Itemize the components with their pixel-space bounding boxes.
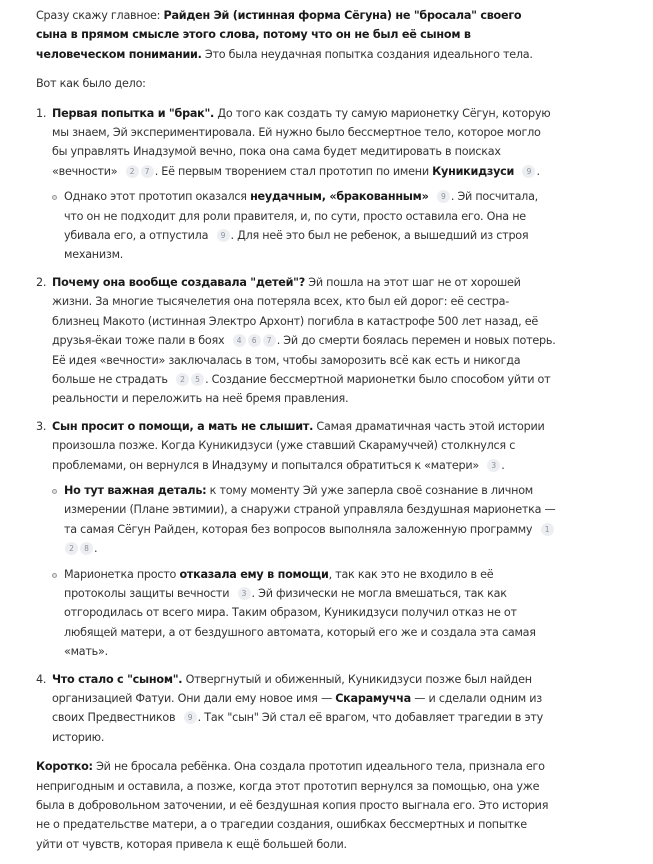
item-text: Эй пошла на этот шаг не от хорошей жизни. За многие тысячелетия она потеряла всех, кто был ей дорог: её сестра-близнец Макото (истинная Электро Архонт) погибла в катастрофе 500 лет назад, её друзья-ёкаи тоже пали в боях [52, 275, 538, 348]
list-number: 4. [36, 672, 47, 686]
citation-group [125, 165, 155, 178]
bullet-bold: неудачным, «бракованным» [250, 190, 429, 204]
summary-label: Коротко: [36, 760, 93, 774]
citation-badge[interactable]: 2 [176, 373, 189, 386]
citation-badge[interactable]: 5 [191, 373, 204, 386]
citation-badge[interactable]: 9 [522, 165, 535, 178]
list-number: 1. [36, 106, 47, 120]
bullet-item [52, 565, 556, 662]
bullet-item [52, 481, 556, 559]
citation-badge[interactable]: 6 [248, 334, 261, 347]
bullet-text: . Эй физически не могла вмешаться, так как отгородилась от всего мира. Таким образом, Куникидзуси получил отказ не от любящей матери, а от бездушного автомата, который его же и создала эта самая «мать». [64, 586, 536, 659]
citation-badge[interactable]: 1 [541, 523, 554, 536]
list-item [36, 670, 556, 748]
citation-group [436, 190, 451, 203]
bullet-text: Марионетка просто [64, 567, 180, 581]
item-text: . Её первым творением стал прототип по имени [154, 164, 433, 178]
intro-bold: Райден Эй (истинная форма Сёгуна) не "бросала" своего сына в прямом смысле этого слова, потому что он не был её сыном в человеческом понимании. [36, 9, 522, 61]
item-text: . Эй до смерти боялась перемен и новых потерь. Её идея «вечности» заключалась в том, чтобы заморозить всё как есть и никогда больше не страдать [52, 334, 556, 386]
citation-badge[interactable]: 9 [437, 190, 450, 203]
bullet-icon [52, 489, 57, 494]
item-text: . [501, 458, 505, 472]
item-title: Что стало с "сыном". [52, 672, 183, 686]
citation-group [216, 229, 231, 242]
intro-text: Сразу скажу главное: [36, 9, 164, 22]
bullet-list [52, 187, 556, 265]
numbered-list [36, 104, 556, 748]
bullet-list [52, 481, 556, 662]
list-item [36, 273, 556, 409]
intro-text-end: Это была неудачная попытка создания идеального тела. [201, 47, 533, 61]
bullet-item [52, 187, 556, 265]
lead-in: Вот как было дело: [36, 77, 146, 91]
bullet-text: Однако этот прототип оказался [64, 190, 251, 204]
bullet-bold: Но тут важная деталь: [64, 483, 207, 497]
list-item [36, 417, 556, 662]
citation-badge[interactable]: 2 [65, 542, 78, 555]
item-text: Отвергнутый и обиженный, Куникидзуси позже был найден организацией Фатуи. Они дали ему новое имя — [52, 672, 532, 705]
citation-badge[interactable]: 9 [184, 711, 197, 724]
citation-badge[interactable]: 9 [217, 229, 230, 242]
bullet-text: . [94, 542, 98, 556]
list-number: 3. [36, 419, 47, 433]
citation-badge[interactable]: 4 [233, 334, 246, 347]
item-text: Самая драматичная часть этой истории произошла позже. Когда Куникидзуси (уже ставший Скарамуччей) столкнулся с проблемами, он вернулся в Инадзуму и попытался обратиться к «матери» [52, 419, 545, 472]
citation-group [232, 334, 277, 347]
bullet-text: к тому моменту Эй уже заперла своё сознание в личном измерении (Плане эвтимии), а снаружи страной управляла бездушная марионетка — та самая Сёгун Райден, которая без вопросов выполняла заложенную программу [64, 483, 556, 536]
bullet-icon [52, 573, 57, 578]
citation-badge[interactable]: 8 [80, 542, 93, 555]
intro-paragraph [36, 6, 556, 64]
summary-text: Эй не бросала ребёнка. Она создала прототип идеального тела, признала его непригодным и оставила, а позже, когда этот прототип вернулся за помощью, она уже была в добровольном заточении, и её бездушная копия просто выгнала его. Это история не о предательстве матери, а о трагедии создания, ошибках бессмертных и попытке уйти от чувств, которая привела к ещё большей боли. [36, 760, 549, 851]
citation-badge[interactable]: 3 [487, 459, 500, 472]
item-title: Первая попытка и "брак". [52, 106, 215, 120]
item-text: — и сделали одним из своих Предвестников [52, 692, 542, 725]
citation-badge[interactable]: 7 [263, 334, 276, 347]
item-text: . Создание бессмертной марионетки было способом уйти от реальности и переложить на неё бремя правления. [52, 372, 551, 406]
item-bold: Скарамучча [335, 692, 411, 705]
item-text: . [536, 164, 540, 178]
item-title: Сын просит о помощи, а мать не слышит. [52, 419, 314, 433]
bullet-icon [52, 195, 57, 200]
list-item [36, 104, 556, 265]
citation-group [521, 165, 536, 178]
summary-paragraph [36, 757, 556, 854]
item-title: Почему она вообще создавала "детей"? [52, 275, 305, 289]
citation-group [183, 711, 198, 724]
citation-group [175, 373, 205, 386]
bullet-text: , так как это не входило в её протоколы защиты вечности [64, 567, 494, 600]
list-number: 2. [36, 275, 47, 289]
citation-badge[interactable]: 2 [126, 165, 139, 178]
citation-group [486, 459, 501, 472]
item-text: . Так "сын" Эй стал её врагом, что добавляет трагедии в эту историю. [52, 711, 543, 744]
item-text: До того как создать ту самую марионетку Сёгун, которую мы знаем, Эй экспериментировала. Ей нужно было бессмертное тело, которое могло бы управлять Инадзумой вечно, пока она сама будет медитировать в поисках «вечности» [52, 106, 551, 178]
citation-group [237, 587, 252, 600]
citation-badge[interactable]: 3 [238, 587, 251, 600]
bullet-text: . Эй посчитала, что он не подходит для роли правителя, и, по сути, просто оставила его. Она не убивала его, а отпустила [64, 190, 538, 243]
citation-badge[interactable]: 7 [141, 165, 154, 178]
answer-body [36, 6, 556, 864]
item-bold: Куникидзуси [432, 164, 515, 178]
bullet-bold: отказала ему в помощи [179, 567, 329, 581]
bullet-text: . Для неё это был не ребенок, а вышедший из строя механизм. [64, 229, 529, 262]
